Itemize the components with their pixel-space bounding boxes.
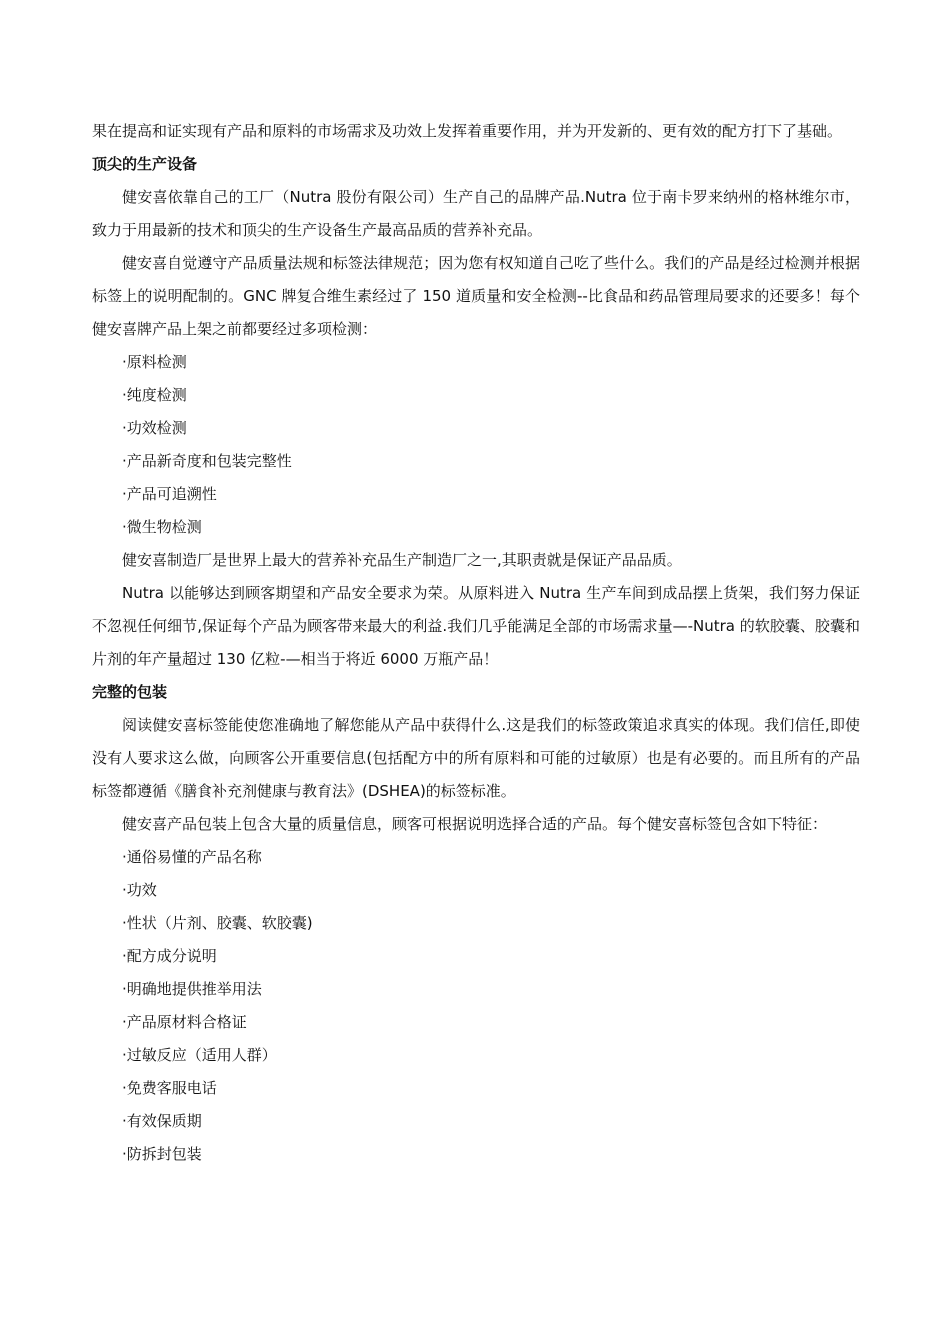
list-item: ·产品可追溯性 xyxy=(122,485,217,503)
test-list xyxy=(92,346,860,544)
list-item: ·防拆封包装 xyxy=(122,1145,202,1163)
section-heading-packaging: 完整的包装 xyxy=(92,683,168,701)
paragraph-plant: 健安喜制造厂是世界上最大的营养补充品生产制造厂之一,其职责就是保证产品品质。 xyxy=(122,551,682,569)
list-item: ·微生物检测 xyxy=(122,518,202,536)
paragraph-factory: 健安喜依靠自己的工厂（Nutra 股份有限公司）生产自己的品牌产品.Nutra 位于南卡罗来纳州的格林维尔市，致力于用最新的技术和顶尖的生产设备生产最高品质的营养补充品。 xyxy=(92,188,860,239)
document-page xyxy=(92,115,860,1171)
paragraph-packaging-info: 健安喜产品包装上包含大量的质量信息，顾客可根据说明选择合适的产品。每个健安喜标签包含如下特征： xyxy=(122,815,828,833)
list-item: ·纯度检测 xyxy=(122,386,187,404)
list-item: ·免费客服电话 xyxy=(122,1079,217,1097)
list-item: ·过敏反应（适用人群） xyxy=(122,1046,277,1064)
section-heading-production: 顶尖的生产设备 xyxy=(92,155,198,173)
list-item: ·有效保质期 xyxy=(122,1112,202,1130)
paragraph-nutra: Nutra 以能够达到顾客期望和产品安全要求为荣。从原料进入 Nutra 生产车间到成品摆上货架，我们努力保证不忽视任何细节,保证每个产品为顾客带来最大的利益.我们几乎能满足全部的市场需求量—-Nutra 的软胶囊、胶囊和片剂的年产量超过 130 亿粒-—相当于将近 6000 万瓶产品！ xyxy=(92,584,860,668)
paragraph-labels: 阅读健安喜标签能使您准确地了解您能从产品中获得什么.这是我们的标签政策追求真实的体现。我们信任,即使没有人要求这么做，向顾客公开重要信息(包括配方中的所有原料和可能的过敏原）也是有必要的。而且所有的产品标签都遵循《膳食补充剂健康与教育法》(DSHEA)的标签标准。 xyxy=(92,716,860,800)
list-item: ·产品原材料合格证 xyxy=(122,1013,247,1031)
intro-continuation-paragraph: 果在提高和证实现有产品和原料的市场需求及功效上发挥着重要作用，并为开发新的、更有效的配方打下了基础。 xyxy=(92,122,843,140)
paragraph-quality: 健安喜自觉遵守产品质量法规和标签法律规范；因为您有权知道自己吃了些什么。我们的产品是经过检测并根据标签上的说明配制的。GNC 牌复合维生素经过了 150 道质量和安全检测--比食品和药品管理局要求的还要多！每个健安喜牌产品上架之前都要经过多项检测： xyxy=(92,254,860,338)
list-item: ·功效 xyxy=(122,881,157,899)
list-item: ·原料检测 xyxy=(122,353,187,371)
list-item: ·配方成分说明 xyxy=(122,947,217,965)
list-item: ·功效检测 xyxy=(122,419,187,437)
list-item: ·明确地提供推举用法 xyxy=(122,980,262,998)
list-item: ·产品新奇度和包装完整性 xyxy=(122,452,292,470)
list-item: ·性状（片剂、胶囊、软胶囊) xyxy=(122,914,313,932)
list-item: ·通俗易懂的产品名称 xyxy=(122,848,262,866)
label-feature-list xyxy=(92,841,860,1171)
